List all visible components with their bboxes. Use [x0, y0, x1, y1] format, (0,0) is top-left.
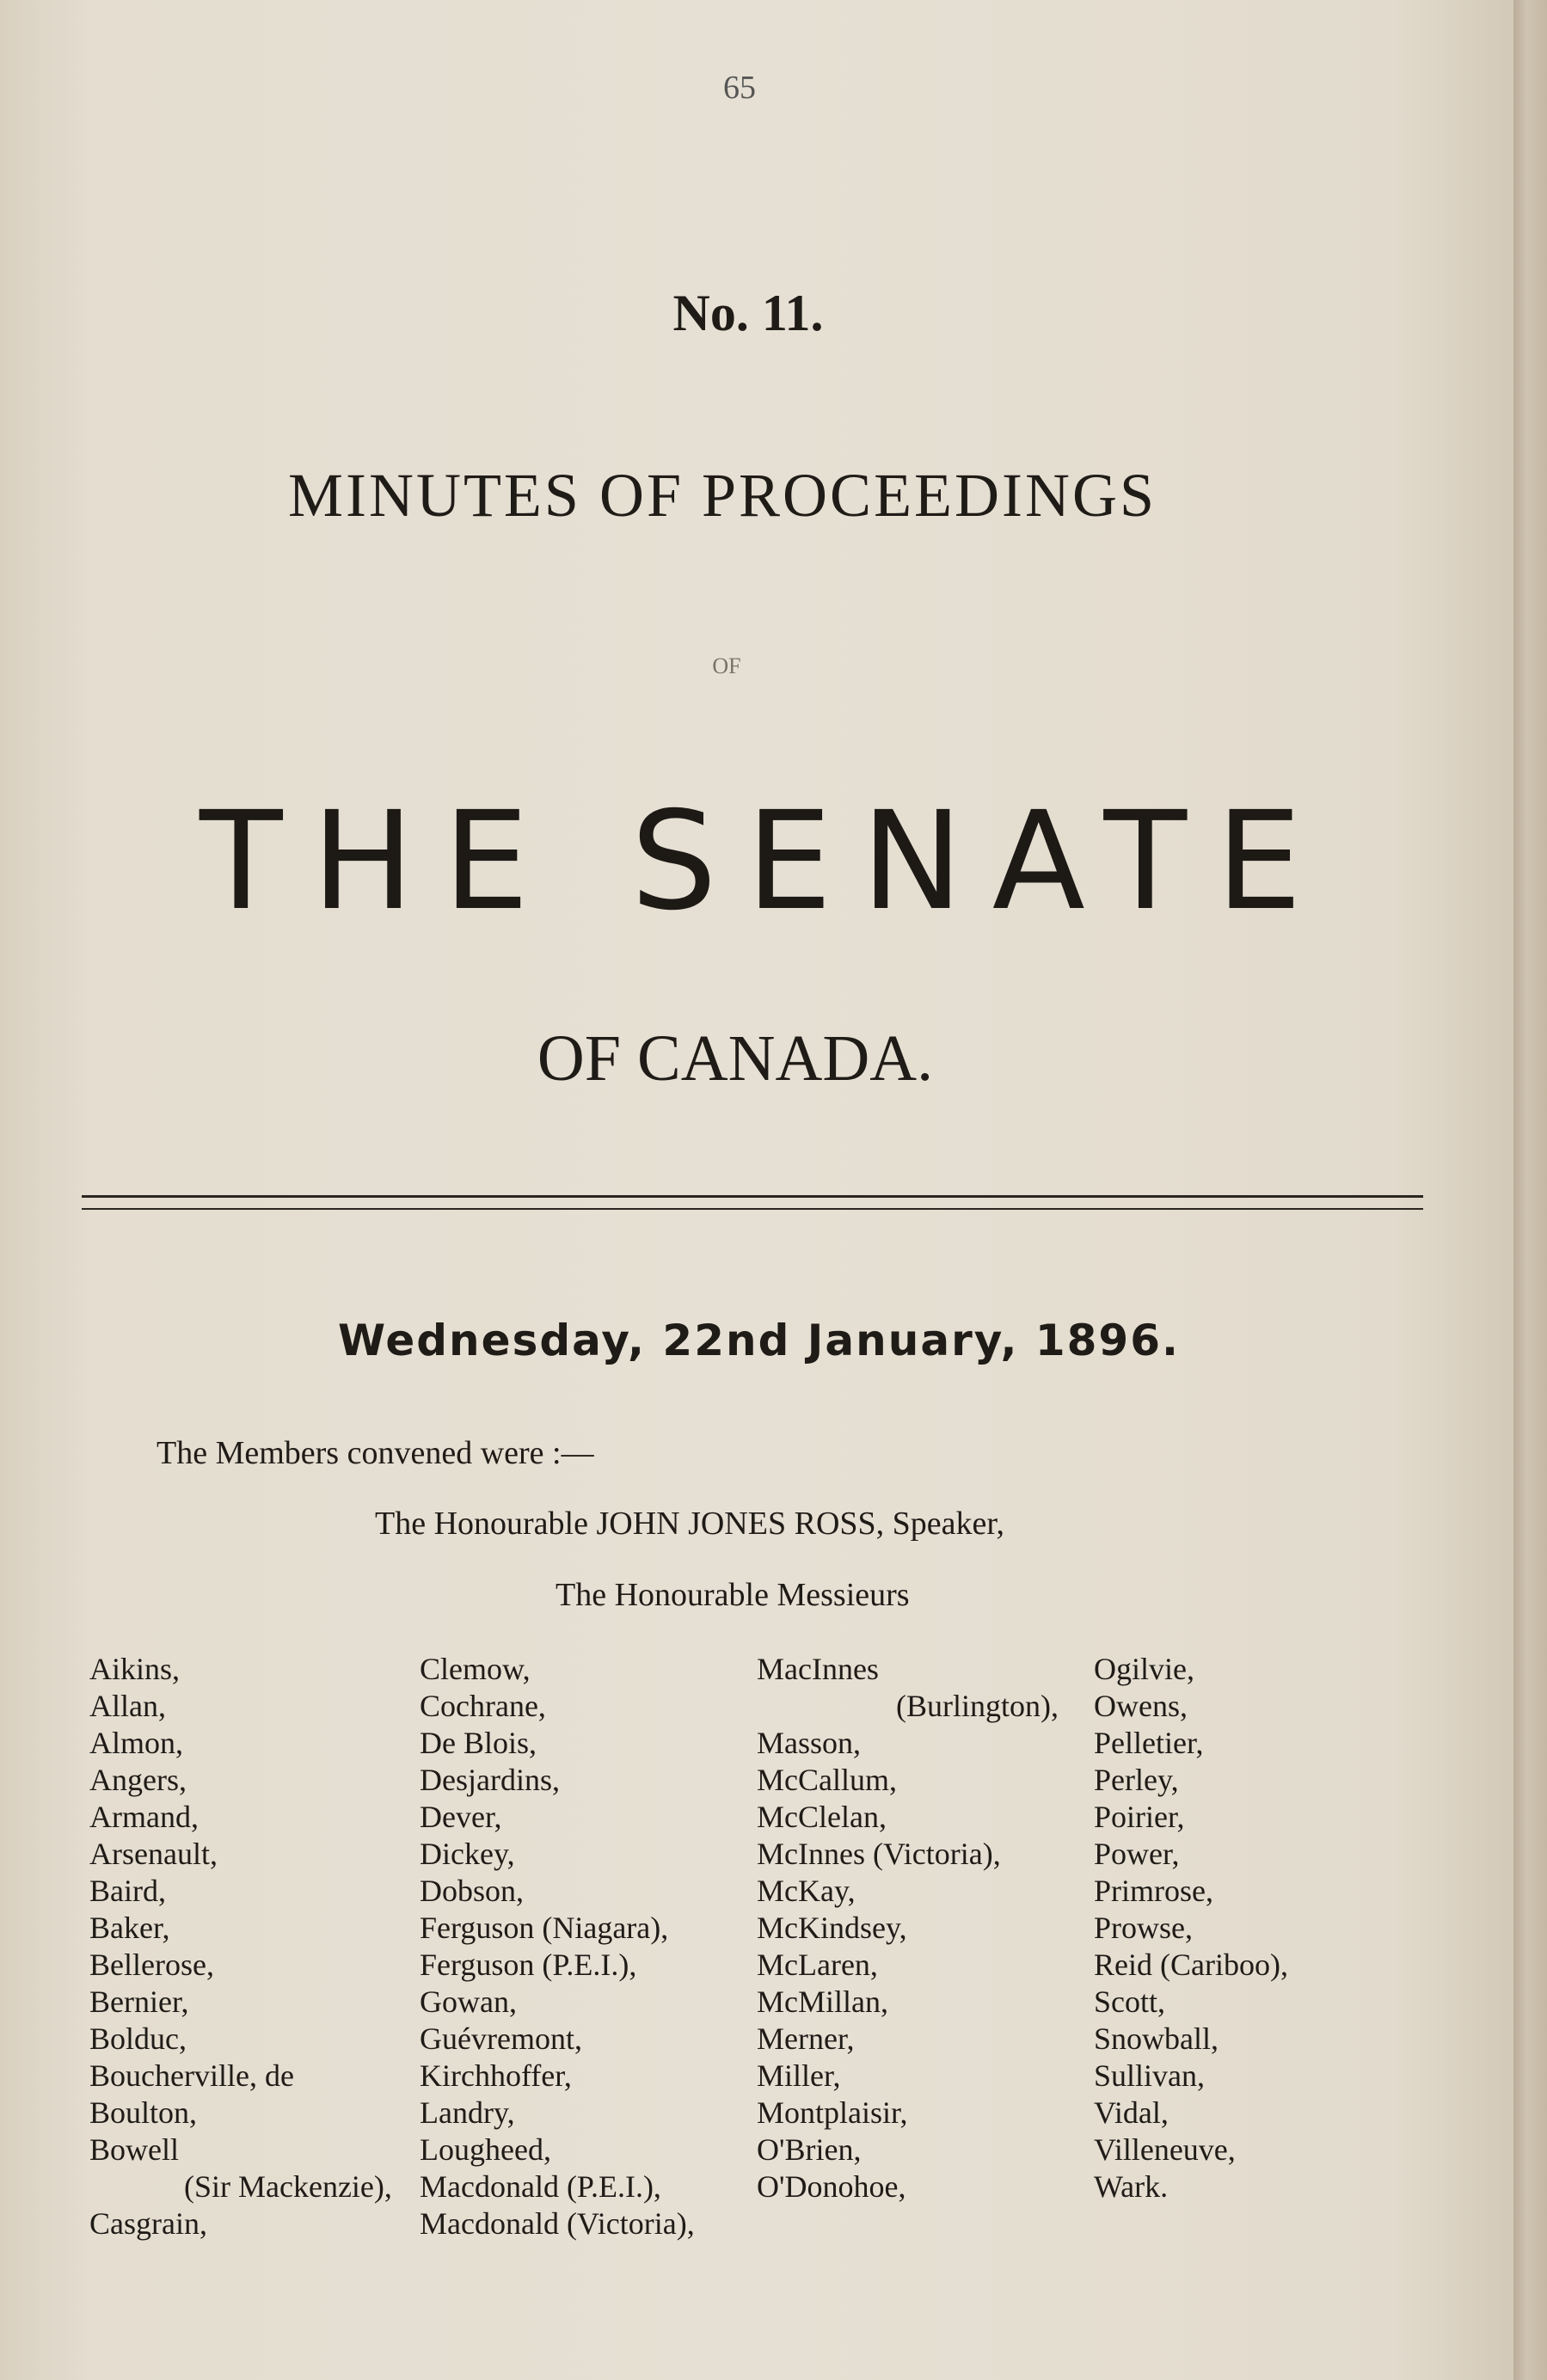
- senators-column-3: [757, 1651, 1059, 2205]
- senator-name: Pelletier,: [1094, 1726, 1204, 1760]
- senator-name: Reid (Cariboo),: [1094, 1948, 1288, 1982]
- senators-column-1: [89, 1651, 392, 2242]
- of-canada: OF CANADA.: [537, 1022, 934, 1095]
- senator-name: Macdonald (P.E.I.),: [420, 2169, 661, 2204]
- speaker-line: The Honourable JOHN JONES ROSS, Speaker,: [375, 1506, 1005, 1542]
- senator-name: Scott,: [1094, 1984, 1166, 2019]
- messieurs-line: The Honourable Messieurs: [556, 1577, 910, 1613]
- senator-name: Montplaisir,: [757, 2095, 908, 2130]
- senator-name: Boulton,: [89, 2095, 198, 2130]
- document-number: No. 11.: [672, 285, 824, 341]
- sitting-date: Wednesday, 22nd January, 1896.: [337, 1316, 1181, 1365]
- senator-name: Bowell: [89, 2132, 179, 2167]
- minutes-title: MINUTES OF PROCEEDINGS: [287, 461, 1157, 530]
- senator-name: Miller,: [757, 2058, 841, 2093]
- page-edge: [1513, 0, 1547, 2380]
- senator-name: Baird,: [89, 1874, 166, 1908]
- senator-name: Ferguson (P.E.I.),: [420, 1948, 637, 1982]
- page-number: 65: [723, 70, 756, 106]
- senator-name: McKay,: [757, 1874, 856, 1908]
- senator-name: Dickey,: [420, 1837, 515, 1871]
- members-intro: The Members convened were :—: [157, 1435, 594, 1471]
- minutes-of: OF: [712, 653, 741, 678]
- senator-name: MacInnes: [757, 1652, 879, 1686]
- senator-name: Power,: [1094, 1837, 1180, 1871]
- senator-name: Armand,: [89, 1800, 199, 1834]
- senator-name: Landry,: [420, 2095, 515, 2130]
- senator-name: Owens,: [1094, 1689, 1188, 1723]
- senator-name: Angers,: [89, 1763, 187, 1797]
- senators-column-2: [420, 1651, 695, 2242]
- senator-name: Bolduc,: [89, 2021, 187, 2056]
- senate-title: THE SENATE: [200, 782, 1331, 941]
- senator-name: Primrose,: [1094, 1874, 1213, 1908]
- senator-name-continuation: (Sir Mackenzie),: [184, 2169, 392, 2204]
- senator-name: Macdonald (Victoria),: [420, 2206, 695, 2241]
- senator-name: Masson,: [757, 1726, 862, 1760]
- senator-name: Allan,: [89, 1689, 166, 1723]
- senator-name: Perley,: [1094, 1763, 1179, 1797]
- senator-name: McClelan,: [757, 1800, 887, 1834]
- senator-name: Merner,: [757, 2021, 855, 2056]
- senator-name: Desjardins,: [420, 1763, 560, 1797]
- senator-name: Snowball,: [1094, 2021, 1219, 2056]
- senator-name: McLaren,: [757, 1948, 878, 1982]
- senator-name: Baker,: [89, 1911, 170, 1945]
- senator-name: Dever,: [420, 1800, 502, 1834]
- senator-name: Prowse,: [1094, 1911, 1193, 1945]
- senator-name: McKindsey,: [757, 1911, 907, 1945]
- senator-name: Sullivan,: [1094, 2058, 1206, 2093]
- senator-name: Casgrain,: [89, 2206, 207, 2241]
- senator-name: Villeneuve,: [1094, 2132, 1236, 2167]
- senator-name: O'Brien,: [757, 2132, 862, 2167]
- senator-name-continuation: (Burlington),: [896, 1689, 1059, 1723]
- senator-name: Vidal,: [1094, 2095, 1169, 2130]
- senator-name: McInnes (Victoria),: [757, 1837, 1001, 1871]
- senator-name: Ogilvie,: [1094, 1652, 1194, 1686]
- senator-name: Clemow,: [420, 1652, 531, 1686]
- senator-name: Arsenault,: [89, 1837, 218, 1871]
- senator-name: Lougheed,: [420, 2132, 551, 2167]
- senator-name: Bellerose,: [89, 1948, 214, 1982]
- senator-name: Ferguson (Niagara),: [420, 1911, 669, 1945]
- senator-name: McMillan,: [757, 1984, 888, 2019]
- senator-name: Aikins,: [89, 1652, 181, 1686]
- senator-name: Wark.: [1094, 2169, 1169, 2204]
- senator-name: Bernier,: [89, 1984, 189, 2019]
- title-rule-lower: [82, 1208, 1423, 1210]
- senator-name: Dobson,: [420, 1874, 525, 1908]
- senator-name: McCallum,: [757, 1763, 897, 1797]
- senator-name: Poirier,: [1094, 1800, 1185, 1834]
- senator-name: Guévremont,: [420, 2021, 582, 2056]
- senator-name: Cochrane,: [420, 1689, 546, 1723]
- senator-name: Kirchhoffer,: [420, 2058, 572, 2093]
- senator-name: Gowan,: [420, 1984, 517, 2019]
- senator-name: Almon,: [89, 1726, 184, 1760]
- title-rule-upper: [82, 1195, 1423, 1198]
- senator-name: O'Donohoe,: [757, 2169, 906, 2204]
- senator-name: De Blois,: [420, 1726, 537, 1760]
- senator-name: Boucherville, de: [89, 2058, 294, 2093]
- senators-column-4: [1094, 1651, 1288, 2205]
